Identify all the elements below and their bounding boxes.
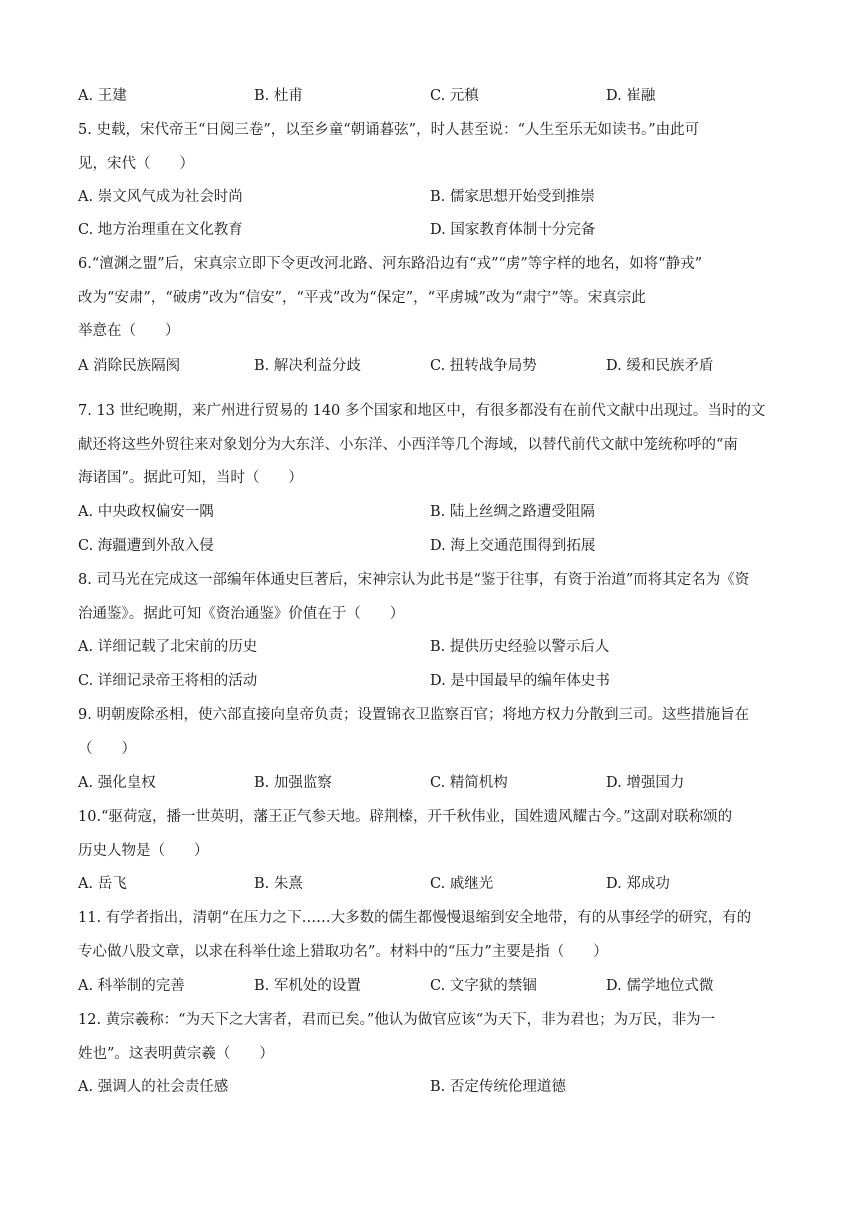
q9-line-1: 9. 明朝废除丞相，使六部直接向皇帝负责；设置锦衣卫监察百官；将地方权力分散到三司。这些措施旨在: [78, 707, 749, 723]
q12-options: [78, 1071, 783, 1105]
q6-option-a: A 消除民族隔阂: [78, 358, 181, 374]
q5-option-a: A. 崇文风气成为社会时尚: [78, 189, 243, 205]
q5-options-row-1: [78, 181, 783, 215]
q10-option-a: A. 岳飞: [78, 876, 127, 892]
q12-line-1: 12. 黄宗羲称：“为天下之大害者，君而已矣。”他认为做官应该“为天下，非为君也；为万民，非为一: [78, 1012, 716, 1028]
q6-stem: [78, 248, 783, 349]
q10-stem: [78, 801, 783, 868]
q5-stem: [78, 114, 783, 181]
q10-option-c: C. 戚继光: [430, 876, 494, 892]
q4-option-c: C. 元稹: [430, 88, 479, 104]
q7-option-b: B. 陆上丝绸之路遭受阻隔: [430, 504, 595, 520]
q11-line-1: 11. 有学者指出，清朝“在压力之下……大多数的儒生都慢慢退缩到安全地带，有的从事经学的研究，有的: [78, 910, 752, 926]
q8-stem: [78, 564, 783, 631]
q6-line-3: 举意在（ ）: [78, 323, 180, 339]
q8-line-1: 8. 司马光在完成这一部编年体通史巨著后，宋神宗认为此书是“鉴于往事，有资于治道”而将其定名为《资: [78, 572, 750, 588]
q6-option-d: D. 缓和民族矛盾: [606, 358, 714, 374]
q12-stem: [78, 1004, 783, 1071]
q11-option-b: B. 军机处的设置: [254, 978, 361, 994]
q5-option-c: C. 地方治理重在文化教育: [78, 222, 243, 238]
q9-option-b: B. 加强监察: [254, 775, 332, 791]
q9-options: [78, 767, 783, 801]
q6-option-c: C. 扭转战争局势: [430, 358, 537, 374]
q8-line-2: 治通鉴》。据此可知《资治通鉴》价值在于（ ）: [78, 605, 405, 622]
q7-options-row-2: [78, 530, 783, 564]
q6-options: [78, 350, 783, 384]
q11-line-2: 专心做八股文章，以求在科举仕途上猎取功名”。材料中的“压力”主要是指（ ）: [78, 943, 608, 960]
q7-option-c: C. 海疆遭到外敌入侵: [78, 538, 214, 554]
q5-line-1: 5. 史载，宋代帝王“日阅三卷”，以至乡童“朝诵暮弦”，时人甚至说：“人生至乐无如读书。”由此可: [78, 122, 700, 138]
q11-option-a: A. 科举制的完善: [78, 978, 185, 994]
q6-line-1: 6.“澶渊之盟”后，宋真宗立即下令更改河北路、河东路沿边有“戎”“虏”等字样的地名，如将“静戎”: [78, 256, 703, 272]
q6-option-b: B. 解决利益分歧: [254, 358, 361, 374]
q11-stem: [78, 902, 783, 969]
q12-option-a: A. 强调人的社会责任感: [78, 1079, 229, 1095]
q4-option-a: A. 王建: [78, 88, 127, 104]
q5-option-d: D. 国家教育体制十分完备: [430, 222, 596, 238]
q7-option-a: A. 中央政权偏安一隅: [78, 504, 214, 520]
q6-line-2: 改为“安肃”，“破虏”改为“信安”，“平戎”改为“保定”，“平虏城”改为“肃宁”等。宋真宗此: [78, 289, 646, 306]
q8-options-row-2: [78, 665, 783, 699]
q8-options-row-1: [78, 631, 783, 665]
q10-option-d: D. 郑成功: [606, 876, 670, 892]
q12-line-2: 姓也”。这表明黄宗羲（ ）: [78, 1045, 274, 1062]
q10-options: [78, 868, 783, 902]
q8-option-b: B. 提供历史经验以警示后人: [430, 639, 610, 655]
q5-line-2: 见，宋代（ ）: [78, 155, 194, 172]
q7-line-2: 献还将这些外贸往来对象划分为大东洋、小东洋、小西洋等几个海域，以替代前代文献中笼统称呼的“南: [78, 436, 738, 453]
q9-line-2: （ ）: [78, 740, 136, 757]
q7-stem: [78, 395, 783, 496]
q10-option-b: B. 朱熹: [254, 876, 303, 892]
q12-option-b: B. 否定传统伦理道德: [430, 1079, 566, 1095]
q8-option-c: C. 详细记录帝王将相的活动: [78, 673, 258, 689]
q7-option-d: D. 海上交通范围得到拓展: [430, 538, 596, 554]
q4-options: [78, 80, 783, 114]
q4-option-d: D. 崔融: [606, 88, 656, 104]
q9-option-c: C. 精简机构: [430, 775, 508, 791]
q4-option-b: B. 杜甫: [254, 88, 303, 104]
q7-line-3: 海诸国”。据此可知，当时（ ）: [78, 470, 303, 486]
q9-stem: [78, 699, 783, 766]
q10-line-1: 10.“驱荷寇，播一世英明，藩王正气参天地。辟荆榛，开千秋伟业，国姓遗风耀古今。”这副对联称颂的: [78, 809, 733, 825]
q9-option-a: A. 强化皇权: [78, 775, 156, 791]
q5-option-b: B. 儒家思想开始受到推崇: [430, 189, 595, 205]
q7-options-row-1: [78, 496, 783, 530]
q11-option-d: D. 儒学地位式微: [606, 978, 714, 994]
q5-options-row-2: [78, 214, 783, 248]
q7-line-1: 7. 13 世纪晚期，来广州进行贸易的 140 多个国家和地区中，有很多都没有在前代文献中出现过。当时的文: [78, 403, 766, 419]
q10-line-2: 历史人物是（ ）: [78, 842, 209, 859]
q11-options: [78, 970, 783, 1004]
q9-option-d: D. 增强国力: [606, 775, 685, 791]
q11-option-c: C. 文字狱的禁锢: [430, 978, 537, 994]
q8-option-a: A. 详细记载了北宋前的历史: [78, 639, 258, 655]
q8-option-d: D. 是中国最早的编年体史书: [430, 673, 610, 689]
